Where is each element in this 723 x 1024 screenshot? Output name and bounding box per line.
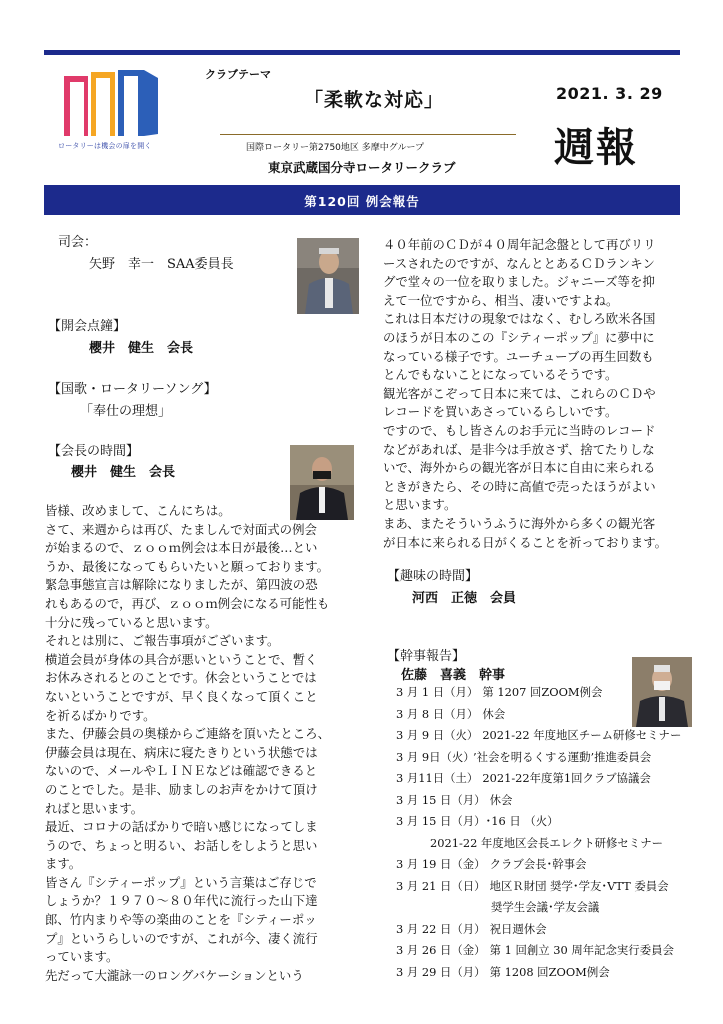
speech-line: 伊藤会員は現在、病床に寝たきりという状態では [45,744,318,760]
speech-line: いで、海外からの観光客が日本に自由に来られる [383,460,656,476]
schedule-event: ’社会を明るくする運動’推進委員会 [473,749,652,764]
anthem-heading: 【国歌・ロータリーソング】 [48,382,217,397]
club-name: 東京武蔵国分寺ロータリークラブ [268,160,456,175]
schedule-item [396,811,696,833]
speech-line: 先だって大瀧詠一のロングバケーションという [45,967,304,983]
schedule-event: クラブ会長･幹事会 [489,857,587,871]
speech-line: お休みされるとのことです。休会ということでは [45,670,317,686]
speech-line: なっている様子です。ユーチューブの再生回数も [383,348,654,364]
speech-line: れもあるので，再び、ｚｏｏｍ例会になる可能性も [45,595,330,611]
speech-line: レコードを買いあさっているらしいです。 [383,404,618,420]
speech-line: うので、ちょっと明るい、お話しをしようと思い [45,837,318,853]
speech-line: 皆様、改めまして、こんにちは。 [45,503,231,518]
schedule-event: 2021-22 年度地区チーム研修セミナー [482,728,682,742]
schedule-item [396,897,696,919]
schedule-date: 3 月 19 日（金） [396,857,486,871]
schedule-item [396,704,696,726]
schedule-item [396,725,696,747]
schedule-event: 2021-22 年度地区会長エレクト研修セミナー [430,835,663,850]
club-theme: 「柔軟な対応」 [304,89,445,111]
meeting-banner-text: 第120回 例会報告 [304,194,420,209]
schedule-event: 休会 [489,792,513,807]
schedule-item [396,682,696,704]
hobby-name: 河西 正徳 会員 [412,591,517,606]
speech-line: ースされたのですが、なんととあるＣＤランキン [383,255,655,271]
schedule-item [396,768,696,790]
speech-line: っています。 [45,949,119,965]
speech-line: また、伊藤会員の奥様からご連絡を頂いたところ、 [45,726,330,742]
speech-line: それとは別に、ご報告事項がございます。 [45,633,280,649]
speech-line: と思います。 [383,497,457,513]
schedule-item [396,940,696,962]
schedule-list [396,682,696,983]
logo-caption: ロータリーは機会の扉を開く [58,142,152,150]
schedule-date: 3 月 29 日（月） [396,964,486,979]
schedule-date: 3 月 9 日（火） [396,728,479,742]
speech-line: ないということですが、早く良くなって頂くこと [45,688,318,704]
opening-name: 櫻井 健生 会長 [89,341,194,356]
speech-line: 皆さん『シティーポップ』という言葉はご存じで [45,874,317,890]
schedule-date: 3 月 21 日（日） [396,878,486,893]
schedule-item [396,919,696,941]
issue-date: 2021. 3. 29 [556,84,663,103]
speech-line: のほうが日本のこの『シティーポップ』に夢中に [383,329,655,345]
mc-name: 矢野 幸一 SAA委員長 [89,257,234,272]
schedule-date: 3 月 9日（火） [396,749,469,764]
publication-title: 週報 [554,125,638,171]
speech-line: が始まるので、ｚｏｏｍ例会は本日が最後…とい [45,540,318,556]
schedule-date: 3 月 8 日（月） [396,706,479,721]
speech-line: 十分に残っていると思います。 [45,614,218,630]
speech-line: 緊急事態宣言は解除になりましたが、第四波の恐 [45,577,318,593]
opening-heading: 【開会点鐘】 [48,319,127,334]
speech-line: ４０年前のＣＤが４０周年記念盤として再びリリ [383,237,656,252]
schedule-date: 3 月 15 日（月）･16 日 （火） [396,814,559,828]
divider [220,134,516,135]
schedule-date: 3 月 15 日（月） [396,792,486,807]
president-speech [45,502,330,985]
schedule-event: 第 1 回創立 30 周年記念実行委員会 [489,943,674,957]
schedule-date: 3 月11日（土） [396,771,479,785]
speech-line: しょうか？１９７０～８０年代に流行った山下達 [45,893,318,909]
club-theme-label: クラブテーマ [205,68,271,81]
schedule-event [559,814,563,828]
speech-line: えて一位ですから、相当、凄いですよね。 [383,292,619,308]
schedule-event: 2021-22年度第1回クラブ協議会 [482,771,651,785]
meeting-banner [44,185,680,215]
president-name: 櫻井 健生 会長 [71,465,176,480]
speech-line: ないので、メールやＬＩＮＥなどは確認できると [45,763,318,779]
speech-line: ときがきたら、その時に高値で売ったほうがよい [383,478,656,494]
president-speech-continued [383,236,667,552]
secretary-heading: 【幹事報告】 [387,649,466,664]
speech-line: 横道会員が身体の具合が悪いということで、暫く [45,651,318,667]
speech-line: プ』というらしいのですが、これが今、凄く流行 [45,930,318,946]
schedule-item [396,790,696,812]
speech-line: まあ、またそういうふうに海外から多くの観光客 [383,515,656,531]
speech-line: が日本に来られる日がくることを祈っております。 [383,534,667,550]
schedule-event: 休会 [482,706,506,721]
president-heading: 【会長の時間】 [48,444,140,459]
schedule-event: 地区Ｒ財団 奨学･学友･VTT 委員会 [489,878,669,893]
speech-line: を祈るばかりです。 [45,707,156,723]
speech-line: ます。 [45,856,82,872]
schedule-date: 3 月 22 日（月） [396,921,486,936]
speech-line: これは日本だけの現象ではなく、むしろ欧米各国 [383,311,656,327]
speech-line: うか、最後になってもらいたいと願っております。 [45,558,329,574]
anthem-song: 「奉仕の理想」 [80,404,172,419]
top-rule [44,50,680,55]
schedule-item [396,876,696,898]
speech-line: 郎、竹内まりや等の楽曲のことを『シティーポッ [45,912,317,928]
schedule-event: 第 1208 回ZOOM例会 [489,964,610,979]
mc-photo [297,238,359,314]
mc-heading: 司会： [58,235,98,250]
schedule-item [396,854,696,876]
speech-line: ですので、もし皆さんのお手元に当時のレコード [383,422,656,438]
schedule-event: 第 1207 回ZOOM例会 [482,685,603,699]
rotary-doors-logo [62,70,162,138]
speech-line: グで堂々の一位を取りました。ジャニーズ等を抑 [383,274,655,290]
schedule-item [396,962,696,984]
hobby-heading: 【趣味の時間】 [387,569,479,584]
speech-line: さて、来週からは再び、たましんで対面式の例会 [45,521,317,537]
district-name: 国際ロータリー第2750地区 多摩中グループ [246,143,425,153]
schedule-date: 3 月 26 日（金） [396,943,486,957]
schedule-item [396,833,696,855]
schedule-event: 祝日週休会 [489,921,547,936]
speech-line: のことでした。是非、励ましのお声をかけて頂け [45,781,318,797]
speech-line: とんでもないことになっているそうです。 [383,367,618,383]
schedule-date: 3 月 1 日（月） [396,685,479,699]
schedule-item [396,747,696,769]
speech-line: 最近、コロナの話ばかりで暗い感じになってしま [45,819,318,835]
schedule-event: 奨学生会議･学友会議 [491,900,600,914]
speech-line: ればと思います。 [45,800,144,816]
secretary-name: 佐藤 喜義 幹事 [401,668,506,683]
speech-line: 観光客がこぞって日本に来ては、これらのＣＤや [383,385,656,401]
speech-line: などがあれば、是非今は手放さず、捨てたりしな [383,441,655,457]
